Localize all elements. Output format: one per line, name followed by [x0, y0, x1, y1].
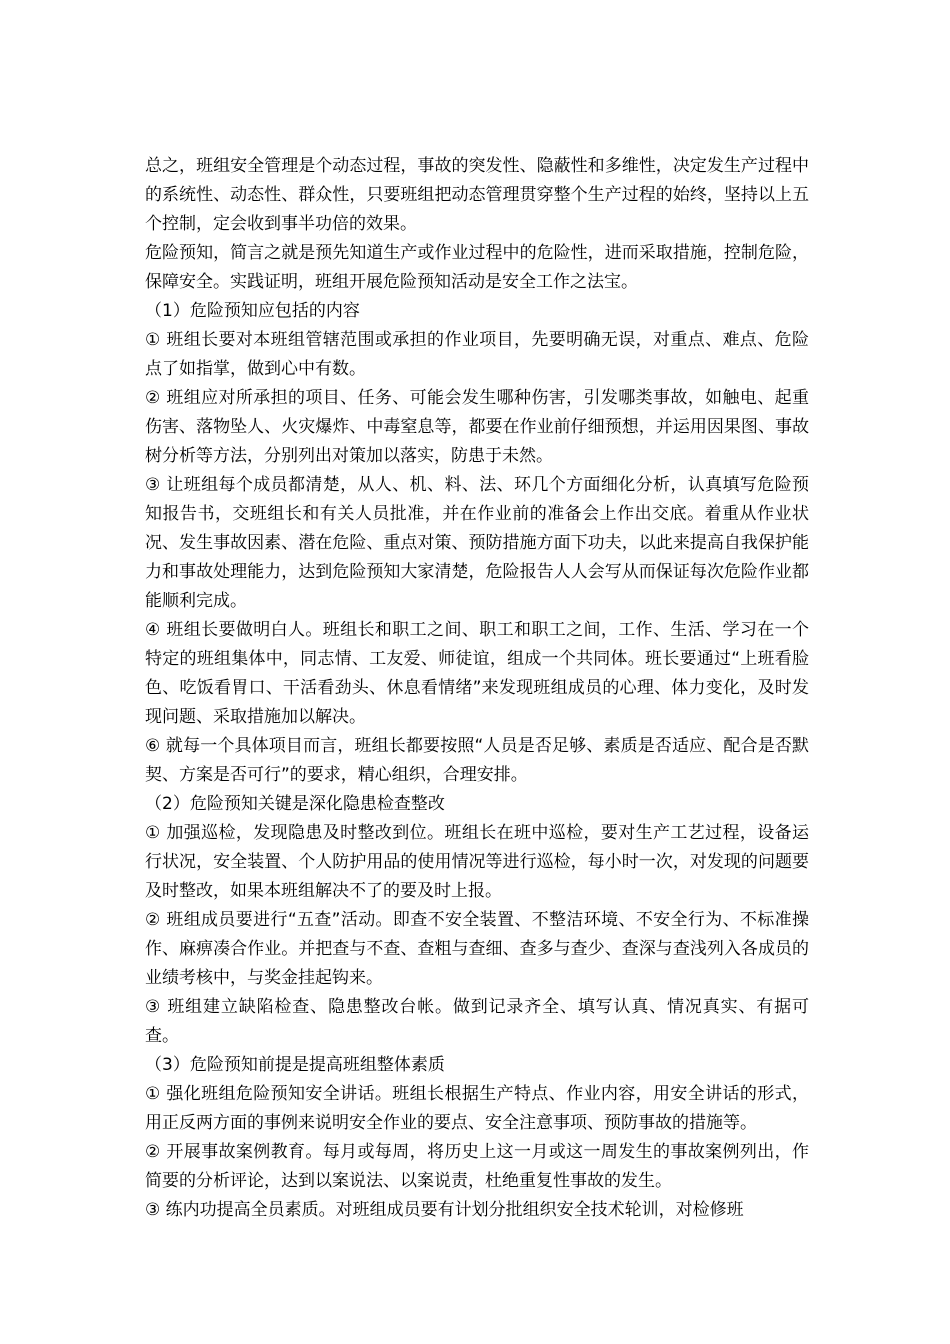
list-item: ① 班组长要对本班组管辖范围或承担的作业项目，先要明确无误，对重点、难点、危险点了如指掌，做到心中有数。 — [145, 330, 809, 379]
list-item: ③ 班组建立缺陷检查、隐患整改台帐。做到记录齐全、填写认真、情况真实、有据可查。 — [145, 997, 809, 1046]
paragraph-summary: 总之，班组安全管理是个动态过程，事故的突发性、隐蔽性和多维性，决定发生产过程中的系统性、动态性、群众性，只要班组把动态管理贯穿整个生产过程的始终，坚持以上五个控制，定会收到事半功倍的效果。 — [145, 156, 809, 234]
list-item: ① 强化班组危险预知安全讲话。班组长根据生产特点、作业内容，用安全讲话的形式，用正反两方面的事例来说明安全作业的要点、安全注意事项、预防事故的措施等。 — [145, 1084, 809, 1133]
list-item: ③ 让班组每个成员都清楚，从人、机、料、法、环几个方面细化分析，认真填写危险预知报告书，交班组长和有关人员批准，并在作业前的准备会上作出交底。着重从作业状况、发生事故因素、潜在危险、重点对策、预防措施方面下功夫，以此来提高自我保护能力和事故处理能力，达到危险预知大家清楚，危险报告人人会写从而保证每次危险作业都能顺利完成。 — [145, 475, 809, 611]
list-item: ④ 班组长要做明白人。班组长和职工之间、职工和职工之间，工作、生活、学习在一个特定的班组集体中，同志情、工友爱、师徒谊，组成一个共同体。班长要通过“上班看脸色、吃饭看胃口、干活看劲头、休息看情绪”来发现班组成员的心理、体力变化，及时发现问题、采取措施加以解决。 — [145, 620, 809, 727]
section-heading-1: （1）危险预知应包括的内容 — [145, 301, 360, 321]
list-item: ② 开展事故案例教育。每月或每周，将历史上这一月或这一周发生的事故案例列出，作简要的分析评论，达到以案说法、以案说责，杜绝重复性事故的发生。 — [145, 1142, 809, 1191]
document-body — [145, 152, 809, 1225]
list-item: ⑥ 就每一个具体项目而言，班组长都要按照“人员是否足够、素质是否适应、配合是否默契、方案是否可行”的要求，精心组织，合理安排。 — [145, 736, 809, 785]
list-item: ③ 练内功提高全员素质。对班组成员要有计划分批组织安全技术轮训，对检修班 — [145, 1200, 744, 1220]
section-heading-2: （2）危险预知关键是深化隐患检查整改 — [145, 794, 445, 814]
list-item: ② 班组成员要进行“五查”活动。即查不安全装置、不整洁环境、不安全行为、不标准操作、麻痹凑合作业。并把查与不查、查粗与查细、查多与查少、查深与查浅列入各成员的业绩考核中，与奖金挂起钩来。 — [145, 910, 809, 988]
list-item: ① 加强巡检，发现隐患及时整改到位。班组长在班中巡检，要对生产工艺过程，设备运行状况，安全装置、个人防护用品的使用情况等进行巡检，每小时一次，对发现的问题要及时整改，如果本班组解决不了的要及时上报。 — [145, 823, 809, 901]
section-heading-3: （3）危险预知前提是提高班组整体素质 — [145, 1055, 445, 1075]
list-item: ② 班组应对所承担的项目、任务、可能会发生哪种伤害，引发哪类事故，如触电、起重伤害、落物坠人、火灾爆炸、中毒窒息等，都要在作业前仔细预想，并运用因果图、事故树分析等方法，分别列出对策加以落实，防患于未然。 — [145, 388, 809, 466]
paragraph-hazard-prediction-definition: 危险预知，简言之就是预先知道生产或作业过程中的危险性，进而采取措施，控制危险，保障安全。实践证明，班组开展危险预知活动是安全工作之法宝。 — [145, 243, 809, 292]
